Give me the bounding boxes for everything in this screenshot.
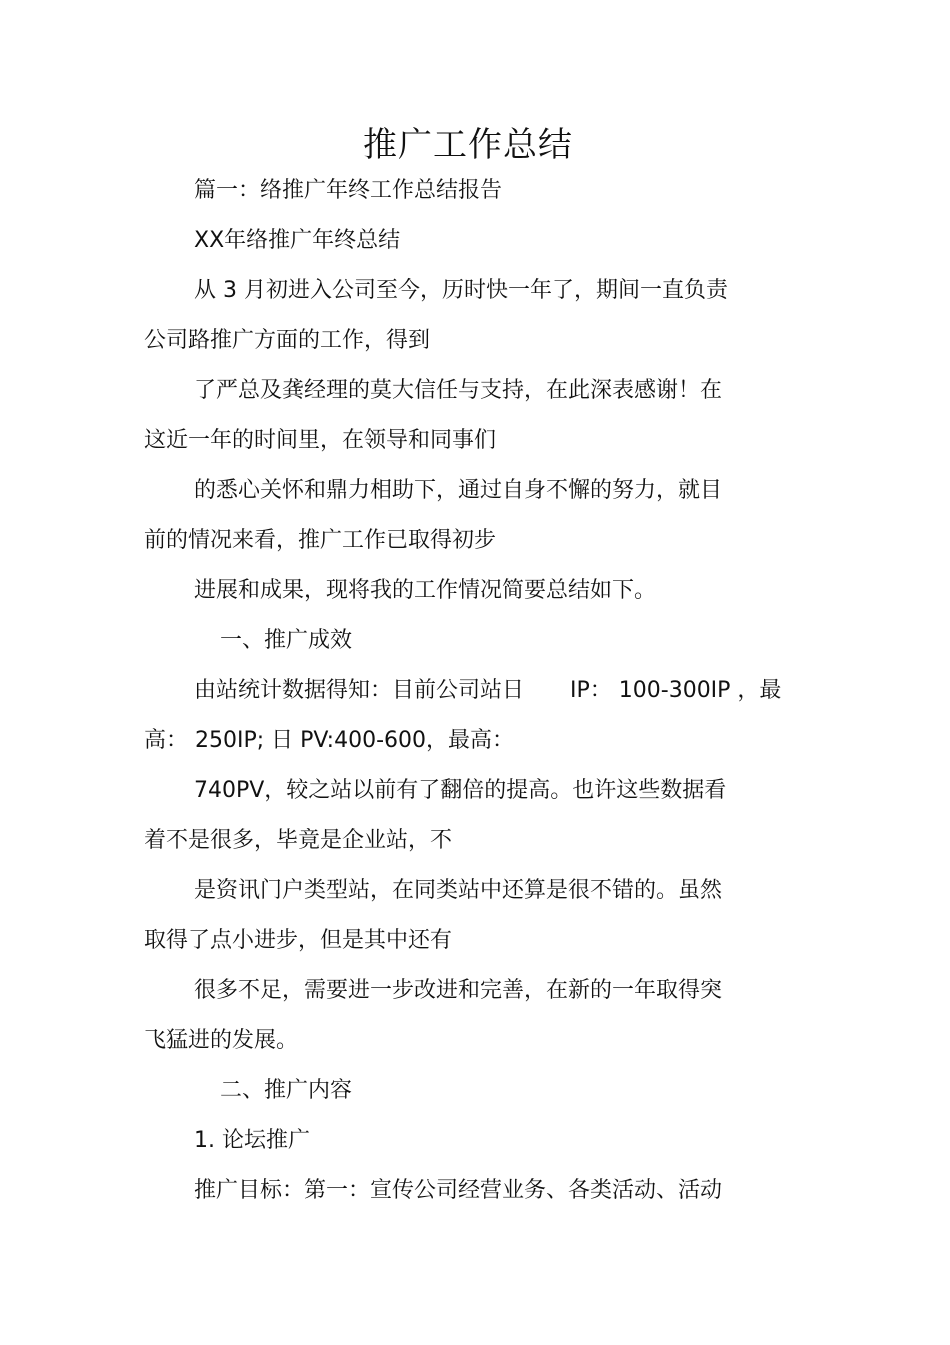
- section-heading-content: 二、推广内容: [220, 1078, 353, 1103]
- section-heading-results: 一、推广成效: [220, 628, 353, 653]
- section-heading-article-one: 篇一：络推广年终工作总结报告: [194, 178, 503, 203]
- paragraph-line: 取得了点小进步，但是其中还有: [144, 928, 453, 953]
- paragraph-line: 740PV，较之站以前有了翻倍的提高。也许这些数据看: [194, 778, 727, 803]
- paragraph-line: 高： 250IP; 日 PV:400-600，最高：: [144, 728, 514, 753]
- paragraph-line: 飞猛进的发展。: [144, 1028, 299, 1053]
- paragraph-line: 推广目标：第一：宣传公司经营业务、各类活动、活动: [194, 1178, 723, 1203]
- stats-text: 由站统计数据得知：目前公司站日: [194, 678, 525, 703]
- paragraph-line: 这近一年的时间里，在领导和同事们: [144, 428, 497, 453]
- subheading-forum-promotion: 1. 论坛推广: [194, 1128, 310, 1153]
- paragraph-line: 了严总及龚经理的莫大信任与支持，在此深表感谢！在: [194, 378, 723, 403]
- paragraph-line: 很多不足，需要进一步改进和完善，在新的一年取得突: [194, 978, 723, 1003]
- paragraph-line: 进展和成果，现将我的工作情况简要总结如下。: [194, 578, 657, 603]
- stats-ip-range: IP： 100-300IP ，最: [570, 678, 782, 703]
- paragraph-line: [194, 676, 781, 706]
- paragraph-line: 的悉心关怀和鼎力相助下，通过自身不懈的努力，就目: [194, 478, 723, 503]
- document-title: 推广工作总结: [363, 125, 573, 165]
- paragraph-line: 着不是很多，毕竟是企业站，不: [144, 828, 453, 853]
- paragraph-line: 从 3 月初进入公司至今，历时快一年了，期间一直负责: [194, 278, 728, 303]
- paragraph-line: 前的情况来看，推广工作已取得初步: [144, 528, 497, 553]
- paragraph-line: 公司路推广方面的工作，得到: [144, 328, 431, 353]
- subheading-annual-summary: XX年络推广年终总结: [194, 228, 401, 253]
- paragraph-line: 是资讯门户类型站，在同类站中还算是很不错的。虽然: [194, 878, 723, 903]
